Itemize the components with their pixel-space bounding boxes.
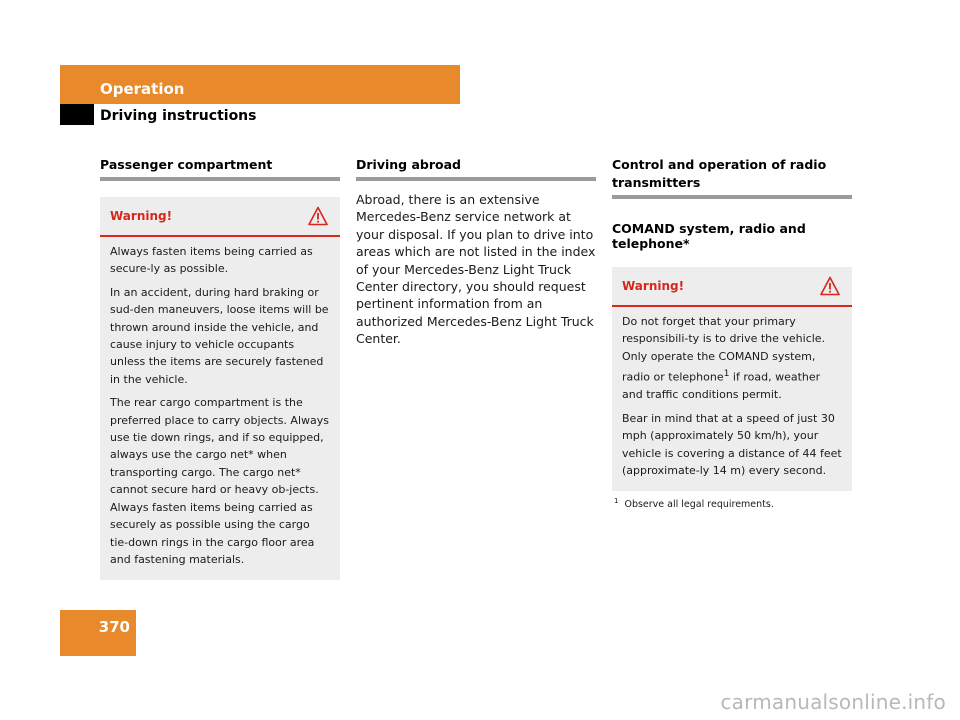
chapter-tab-marker — [60, 104, 94, 125]
page-number: 370 — [98, 618, 130, 636]
warning-header — [100, 197, 340, 237]
column-driving-abroad — [356, 156, 596, 348]
heading-radio-transmitters: Control and operation of radio transmitters — [612, 156, 852, 199]
warning-label: Warning! — [110, 209, 173, 223]
heading-passenger-compartment: Passenger compartment — [100, 156, 340, 181]
section-title: Operation — [100, 80, 185, 98]
heading-driving-abroad: Driving abroad — [356, 156, 596, 181]
warning-header — [612, 267, 852, 307]
warning-paragraph — [622, 313, 842, 404]
warning-paragraph: In an accident, during hard braking or sud-den maneuvers, loose items will be thrown around inside the vehicle, and cause injury to vehicle occupants unless the items are securely fastened in the vehicle. — [110, 285, 329, 386]
warning-paragraph: Always fasten items being carried as secure-ly as possible. — [110, 245, 313, 276]
page-number-box — [60, 610, 136, 656]
warning-paragraph: Bear in mind that at a speed of just 30 mph (approximately 50 km/h), your vehicle is covering a distance of 44 feet (approximate-ly 14 m) every second. — [622, 411, 842, 477]
footnote-marker: 1 — [614, 497, 619, 506]
driving-abroad-text: Abroad, there is an extensive Mercedes-Benz service network at your disposal. If you plan to drive into areas which are not listed in the index of your Mercedes-Benz Light Truck Center directory, you should request pertinent information from an authorized Mercedes-Benz Light Truck Center. — [356, 192, 596, 347]
warning-box-radio — [612, 267, 852, 491]
column-radio-transmitters — [612, 156, 852, 510]
warning-body — [100, 237, 340, 580]
warning-box-passenger — [100, 197, 340, 580]
warning-triangle-icon — [820, 276, 840, 296]
warning-text: if road, weather and traffic conditions permit. — [622, 370, 821, 402]
warning-paragraph: The rear cargo compartment is the preferred place to carry objects. Always use tie down rings, and if so equipped, always use the cargo net* when transporting cargo. The cargo net* cannot secure hard or heavy ob-jects. Always fasten items being carried as securely as possible using the cargo tie-down rings in the cargo floor area and fastening materials. — [110, 396, 329, 566]
warning-label: Warning! — [622, 279, 685, 293]
column-passenger-compartment — [100, 156, 340, 580]
subheading-comand-system: COMAND system, radio and telephone* — [612, 221, 806, 251]
watermark: carmanualsonline.info — [720, 690, 946, 714]
footnote — [612, 497, 852, 510]
footnote-reference: 1 — [723, 368, 730, 380]
warning-text: Do not forget that your primary responsibili-ty is to drive the vehicle. Only operate the COMAND system, radio or telephone — [622, 315, 826, 384]
subsection-title: Driving instructions — [100, 108, 257, 124]
warning-body — [612, 307, 852, 491]
footnote-text: Observe all legal requirements. — [624, 499, 774, 511]
warning-triangle-icon — [308, 206, 328, 226]
